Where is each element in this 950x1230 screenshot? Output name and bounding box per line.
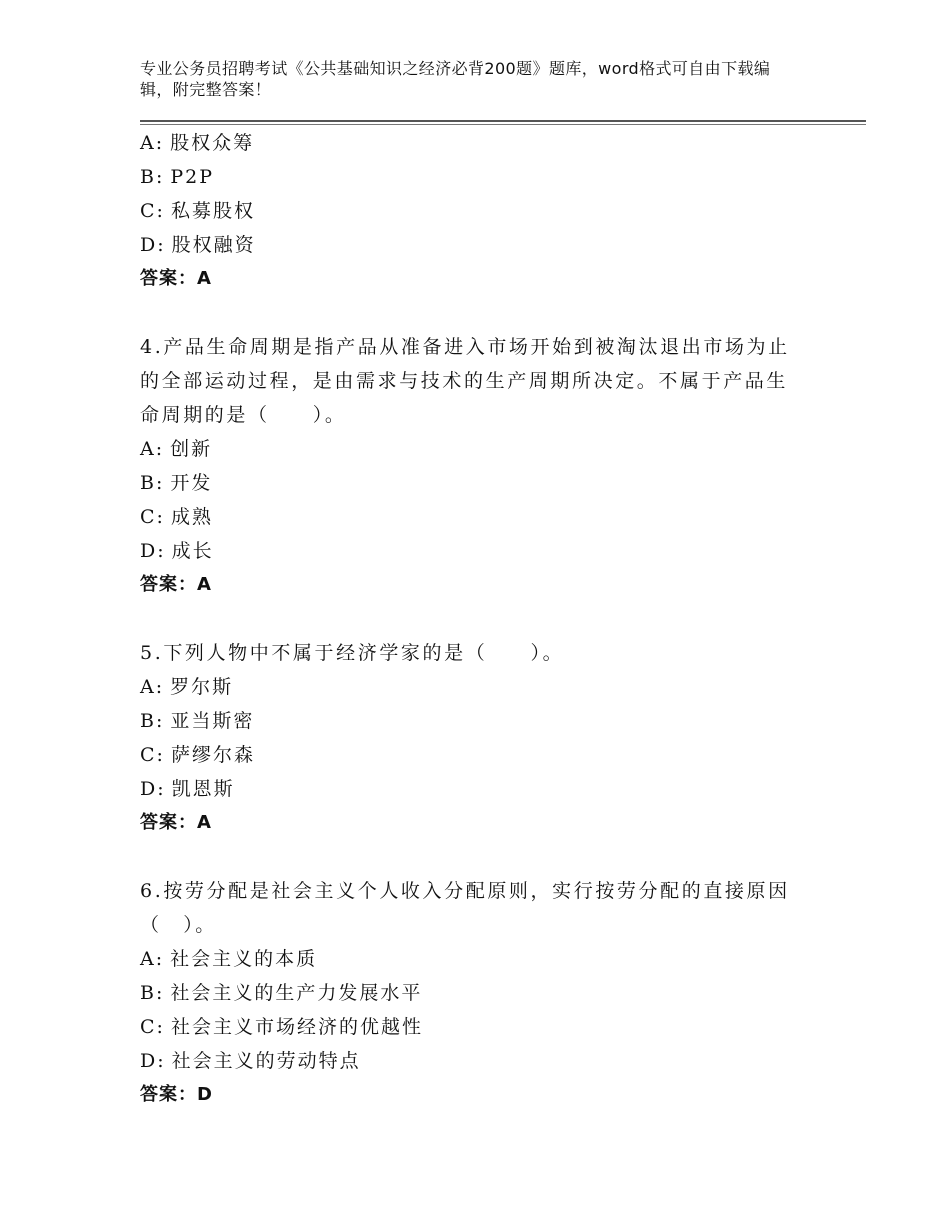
answer-line: 答案：A xyxy=(140,268,212,289)
option-a xyxy=(140,126,800,160)
option-text: 社会主义的本质 xyxy=(170,948,318,970)
question-stem: 6.按劳分配是社会主义个人收入分配原则，实行按劳分配的直接原因（ ）。 xyxy=(140,880,790,936)
question-stem: 5.下列人物中不属于经济学家的是（ ）。 xyxy=(140,642,565,664)
option-d xyxy=(140,534,800,568)
option-c xyxy=(140,1010,800,1044)
question-stem: 4.产品生命周期是指产品从准备进入市场开始到被淘汰退出市场为止的全部运动过程，是由需求与技术的生产周期所决定。不属于产品生命周期的是（ ）。 xyxy=(140,336,790,426)
spacer xyxy=(140,296,800,330)
option-a xyxy=(140,670,800,704)
option-label: B: xyxy=(140,982,165,1004)
question-4 xyxy=(140,330,800,602)
option-label: A: xyxy=(140,438,165,460)
option-label: C: xyxy=(140,1016,165,1038)
option-text: 开发 xyxy=(170,472,213,494)
option-label: D: xyxy=(140,540,166,562)
option-a xyxy=(140,432,800,466)
option-text: 凯恩斯 xyxy=(171,778,235,800)
option-text: 股权融资 xyxy=(171,234,256,256)
option-label: D: xyxy=(140,234,166,256)
option-b xyxy=(140,160,800,194)
option-b xyxy=(140,976,800,1010)
option-b xyxy=(140,466,800,500)
question-content xyxy=(140,126,800,1112)
option-text: 社会主义市场经济的优越性 xyxy=(170,1016,423,1038)
option-d xyxy=(140,1044,800,1078)
answer-line: 答案：D xyxy=(140,1084,213,1105)
option-b xyxy=(140,704,800,738)
option-label: A: xyxy=(140,948,165,970)
header-rule-thick xyxy=(140,120,866,122)
option-label: C: xyxy=(140,200,165,222)
option-label: A: xyxy=(140,132,165,154)
option-c xyxy=(140,500,800,534)
option-a xyxy=(140,942,800,976)
option-label: B: xyxy=(140,472,165,494)
option-label: C: xyxy=(140,506,165,528)
option-text: 萨缪尔森 xyxy=(170,744,255,766)
spacer xyxy=(140,840,800,874)
option-label: D: xyxy=(140,778,166,800)
option-text: 亚当斯密 xyxy=(170,710,255,732)
answer-line: 答案：A xyxy=(140,812,212,833)
option-label: D: xyxy=(140,1050,166,1072)
option-label: A: xyxy=(140,676,165,698)
option-text: P2P xyxy=(170,166,215,188)
option-text: 社会主义的劳动特点 xyxy=(171,1050,361,1072)
option-d xyxy=(140,228,800,262)
header-rule-thin xyxy=(140,124,866,125)
option-c xyxy=(140,194,800,228)
option-text: 成长 xyxy=(171,540,214,562)
option-text: 罗尔斯 xyxy=(170,676,234,698)
question-6 xyxy=(140,874,800,1112)
question-5 xyxy=(140,636,800,840)
spacer xyxy=(140,602,800,636)
option-text: 私募股权 xyxy=(170,200,255,222)
answer-line: 答案：A xyxy=(140,574,212,595)
option-label: B: xyxy=(140,710,165,732)
option-d xyxy=(140,772,800,806)
question-3 xyxy=(140,126,800,296)
option-text: 社会主义的生产力发展水平 xyxy=(170,982,423,1004)
option-c xyxy=(140,738,800,772)
option-label: B: xyxy=(140,166,165,188)
option-text: 成熟 xyxy=(170,506,213,528)
option-label: C: xyxy=(140,744,165,766)
document-header: 专业公务员招聘考试《公共基础知识之经济必背200题》题库，word格式可自由下载编辑，附完整答案！ xyxy=(140,59,771,99)
option-text: 股权众筹 xyxy=(170,132,255,154)
option-text: 创新 xyxy=(170,438,213,460)
